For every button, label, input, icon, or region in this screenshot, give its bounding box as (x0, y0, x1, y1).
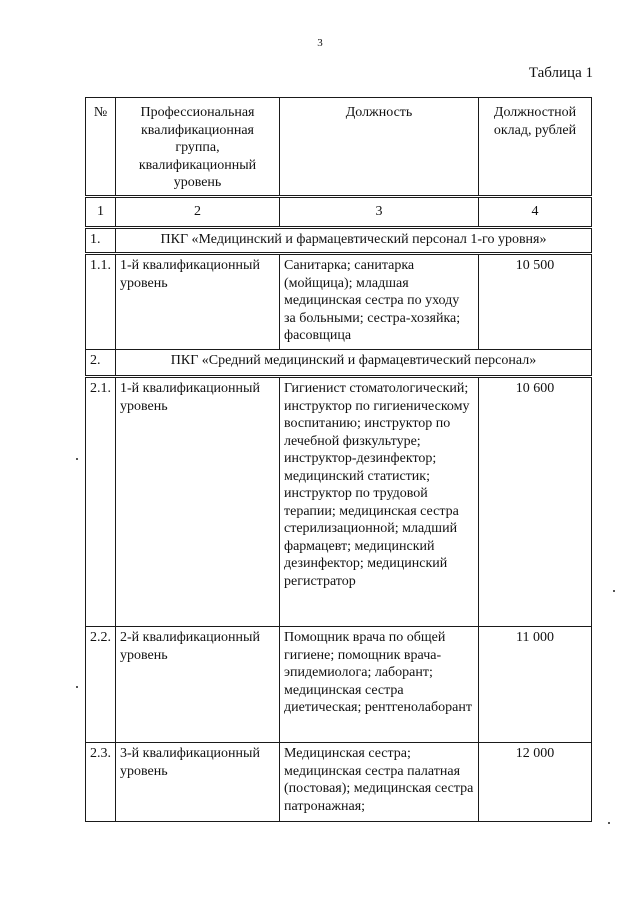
table-row (86, 627, 592, 743)
row-salary: 11 000 (479, 627, 592, 743)
scan-speck (76, 458, 78, 460)
table-header-row (86, 98, 592, 197)
column-number: 4 (479, 197, 592, 228)
group-row (86, 228, 592, 254)
row-level: 1-й квалификационный уровень (116, 377, 280, 627)
table-row (86, 377, 592, 627)
row-number: 2.3. (86, 743, 116, 822)
row-number: 2.1. (86, 377, 116, 627)
table-row (86, 743, 592, 822)
column-number: 3 (280, 197, 479, 228)
table-row (86, 254, 592, 350)
group-row (86, 350, 592, 377)
row-positions: Санитарка; санитарка (мойщица); младшая медицинская сестра по уходу за больными; сестра-хозяйка; фасовщица (280, 254, 479, 350)
scan-speck (608, 822, 610, 824)
group-title: ПКГ «Средний медицинский и фармацевтический персонал» (116, 350, 592, 377)
header-qualification-group: Профессиональная квалификационная группа, квалификационный уровень (116, 98, 280, 197)
salary-table (85, 97, 592, 822)
page-number: 3 (317, 37, 323, 49)
column-number: 2 (116, 197, 280, 228)
row-number: 2.2. (86, 627, 116, 743)
row-positions: Гигиенист стоматологический; инструктор по гигиеническому воспитанию; инструктор по лечебной физкультуре; инструктор-дезинфектор; медицинский статистик; инструктор по трудовой терапии; медицинская сестра стерилизационной; младший фармацевт; медицинский дезинфектор; медицинский регистратор (280, 377, 479, 627)
row-salary: 10 600 (479, 377, 592, 627)
salary-table-container (85, 97, 591, 822)
row-level: 2-й квалификационный уровень (116, 627, 280, 743)
scan-speck (76, 686, 78, 688)
row-positions: Помощник врача по общей гигиене; помощник врача-эпидемиолога; лаборант; медицинская сестра диетическая; рентгенолаборант (280, 627, 479, 743)
group-number: 2. (86, 350, 116, 377)
row-positions: Медицинская сестра; медицинская сестра палатная (постовая); медицинская сестра патронажная; (280, 743, 479, 822)
column-numbers-row (86, 197, 592, 228)
row-level: 3-й квалификационный уровень (116, 743, 280, 822)
row-salary: 12 000 (479, 743, 592, 822)
group-number: 1. (86, 228, 116, 254)
group-title: ПКГ «Медицинский и фармацевтический персонал 1-го уровня» (116, 228, 592, 254)
header-position: Должность (280, 98, 479, 197)
header-salary: Должностной оклад, рублей (479, 98, 592, 197)
column-number: 1 (86, 197, 116, 228)
row-salary: 10 500 (479, 254, 592, 350)
header-number: № (86, 98, 116, 197)
row-level: 1-й квалификационный уровень (116, 254, 280, 350)
table-caption: Таблица 1 (528, 65, 593, 81)
row-number: 1.1. (86, 254, 116, 350)
scan-speck (613, 590, 615, 592)
